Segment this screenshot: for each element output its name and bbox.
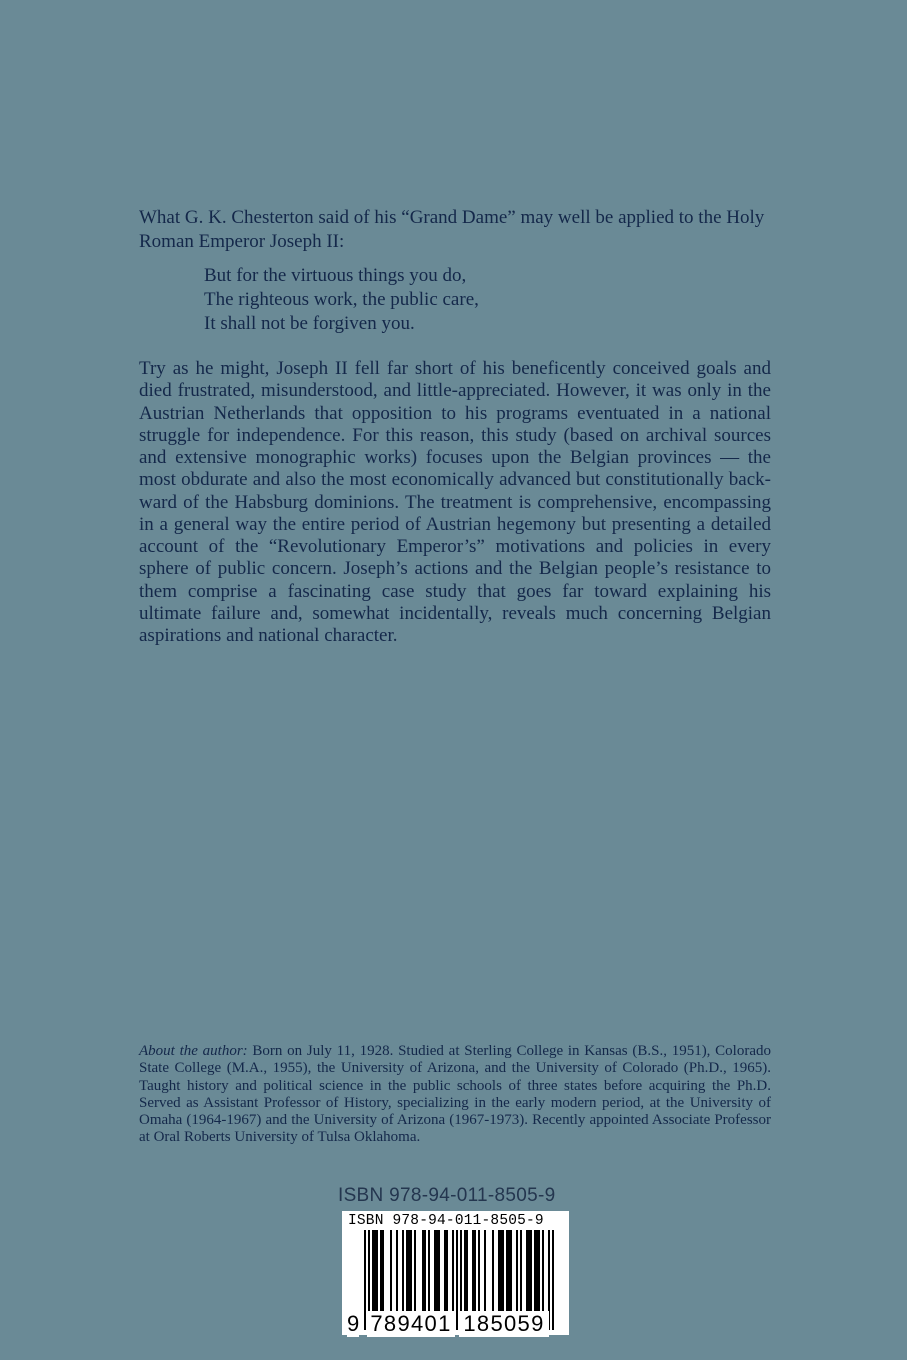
barcode-bar — [428, 1230, 430, 1314]
barcode-right-digits: 185059 — [459, 1311, 549, 1337]
poem-line: But for the virtuous things you do, — [204, 265, 467, 286]
barcode-bar — [526, 1230, 528, 1314]
barcode-first-digit: 9 — [347, 1311, 360, 1336]
barcode-bar — [402, 1230, 404, 1314]
barcode-bar — [374, 1230, 376, 1314]
barcode-bar — [536, 1230, 538, 1314]
barcode-bar — [472, 1230, 474, 1314]
barcode-bar — [510, 1230, 512, 1314]
poem-quote — [204, 264, 479, 336]
author-bio: Born on July 11, 1928. Studied at Sterling College in Kansas (B.S., 1951), Colorado State College (M.A., 1955), the University of Arizona, and the University of Colorado (Ph.D., 1965). Taught history and political science in the public schools of three states before acquiring the Ph.D. Served as Assistant Professor of History, specializing in the early modern period, at the University of Omaha (1964-1967) and the University of Arizona (1967-1973). Recently appointed Associate Professor at Oral Roberts University of Tulsa Oklahoma. — [139, 1043, 772, 1146]
barcode-bar — [408, 1230, 410, 1314]
barcode-bar — [372, 1230, 374, 1314]
barcode-bar — [452, 1230, 454, 1314]
barcode-bar — [528, 1230, 530, 1314]
barcode-bar — [478, 1230, 480, 1314]
barcode-bar — [446, 1230, 448, 1314]
barcode-bar — [492, 1230, 494, 1314]
poem-line: The righteous work, the public care, — [204, 289, 479, 310]
barcode-left-digits: 789401 — [367, 1311, 455, 1337]
barcode-bar — [516, 1230, 518, 1314]
book-description: Try as he might, Joseph II fell far short of his beneficently conceived goals and died frustrated, misunderstood, and little-appreciated. However, it was only in the Austrian Netherlands that opposition to his programs eventuated in a national struggle for independence. For this reason, this study (based on archival sources and extensive monographic works) focuses upon the Belgian provinces — the most obdurate and also the most economically advanced but constitutionally backward of the Habsburg dominions. The treatment is comprehensive, encompassing in a general way the entire period of Austrian hegemony but presenting a detailed account of the “Revolutionary Emperor’s” motivations and policies in every sphere of public concern. Joseph’s actions and the Belgian people’s resistance to them comprise a fascinating case study that goes far toward explaining his ultimate failure and, somewhat incidentally, reveals much concerning Belgian aspirations and national character. — [139, 358, 771, 646]
poem-line: It shall not be forgiven you. — [204, 313, 415, 334]
barcode-bar — [422, 1230, 424, 1314]
barcode-bar — [410, 1230, 412, 1314]
barcode-bar — [506, 1230, 508, 1314]
barcode-bar — [438, 1230, 440, 1314]
barcode-bar — [500, 1230, 502, 1314]
barcode-bar — [538, 1230, 540, 1314]
barcode-bar — [434, 1230, 436, 1314]
barcode-bar — [498, 1230, 500, 1314]
barcode-bar — [466, 1230, 468, 1314]
barcode-bar — [520, 1230, 522, 1314]
barcode-bar — [390, 1230, 392, 1314]
barcode-bar — [508, 1230, 510, 1314]
barcode-bar — [382, 1230, 384, 1314]
isbn-barcode — [342, 1211, 569, 1335]
barcode-bar — [530, 1230, 532, 1314]
barcode-bar — [552, 1230, 554, 1330]
barcode-bar — [396, 1230, 398, 1314]
barcode-bar — [542, 1230, 544, 1314]
barcode-bar — [364, 1230, 366, 1330]
barcode-bar — [456, 1230, 458, 1330]
barcode-bar — [436, 1230, 438, 1314]
barcode-bar — [380, 1230, 382, 1314]
barcode-bar — [444, 1230, 446, 1314]
barcode-isbn-label: ISBN 978-94-011-8505-9 — [348, 1213, 544, 1229]
barcode-bar — [406, 1230, 408, 1314]
about-the-author — [139, 1043, 771, 1147]
intro-paragraph: What G. K. Chesterton said of his “Grand Dame” may well be applied to the Holy Roman Emperor Joseph II: — [139, 207, 765, 252]
barcode-bar — [424, 1230, 426, 1314]
barcode-bar — [376, 1230, 378, 1314]
barcode-bar — [464, 1230, 466, 1314]
author-label: About the author: — [139, 1043, 248, 1059]
barcode-bar — [534, 1230, 536, 1314]
barcode-bar — [414, 1230, 416, 1314]
barcode-bar — [474, 1230, 476, 1314]
barcode-bar — [484, 1230, 486, 1314]
isbn-number: ISBN 978-94-011-8505-9 — [338, 1185, 556, 1206]
barcode-bar — [502, 1230, 504, 1314]
